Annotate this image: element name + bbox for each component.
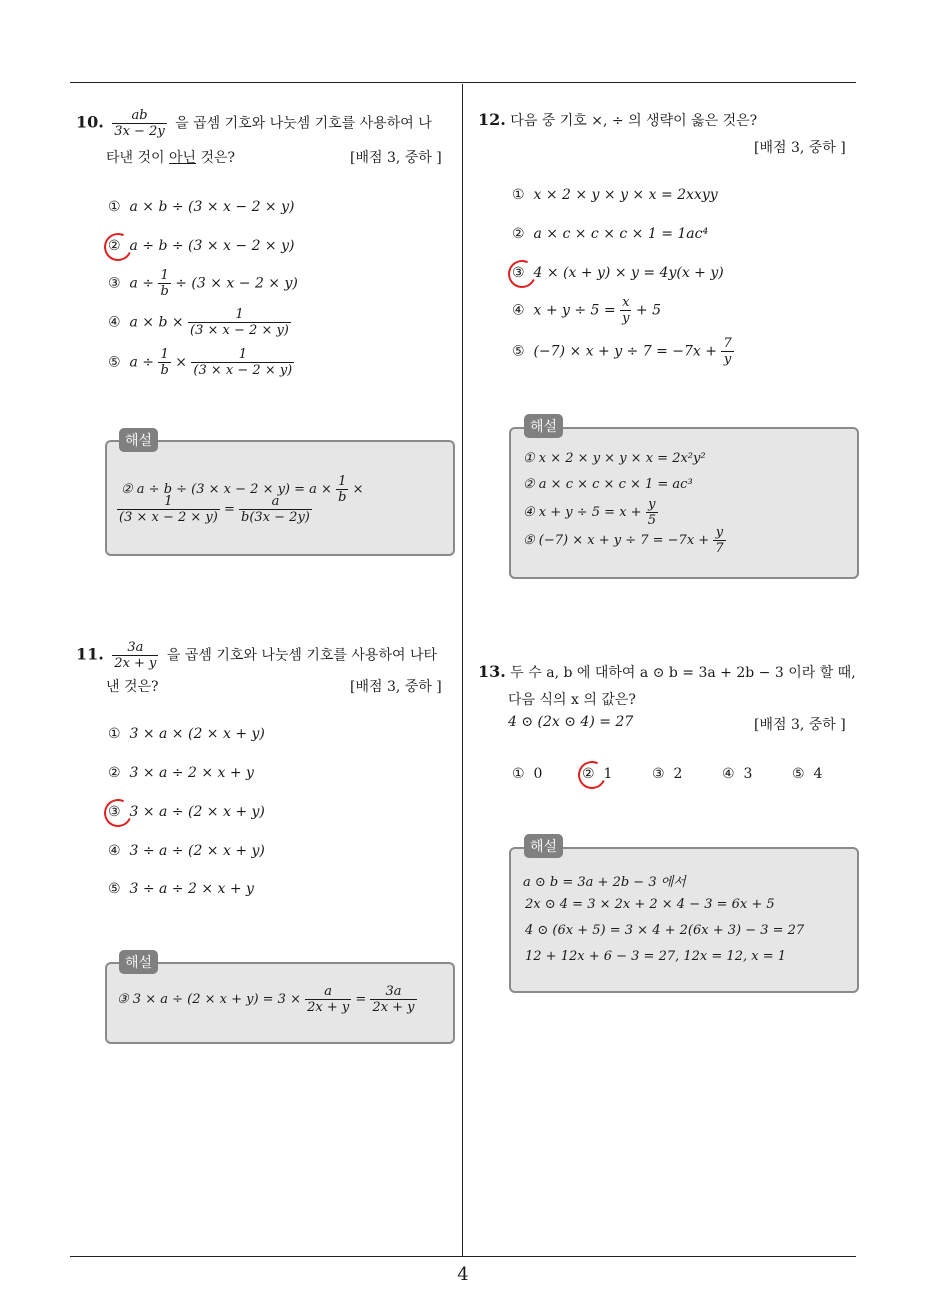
q10-option-4[interactable] (108, 307, 291, 338)
q10-opt3-pre: a ÷ (129, 275, 154, 292)
q10-sol-eq: = (223, 502, 235, 517)
q10-stem2b: 것은? (196, 150, 236, 166)
q13-opt3-text: 2 (673, 766, 683, 782)
q12-opt5-marker: ⑤ (512, 343, 525, 360)
q11-number: 11. (76, 644, 104, 664)
q12-sol-line2: ② a × c × c × c × 1 = ac³ (523, 477, 693, 492)
q12-solution-tag: 해설 (524, 414, 563, 438)
q10-opt3-frac: $\frac{1}{b}$ (160, 268, 169, 299)
q13-header (478, 662, 856, 682)
q11-sol-frac2: $\frac{3a}{2x + y}$ (372, 984, 415, 1015)
q12-answer-circle (504, 256, 540, 292)
q11-opt3-text: 3 × a ÷ (2 × x + y) (129, 804, 265, 820)
q10-option-2[interactable] (108, 238, 294, 254)
q10-solution-box (105, 440, 455, 556)
q11-solution-tag: 해설 (119, 950, 158, 974)
q11-header (76, 640, 437, 671)
page-number: 4 (457, 1264, 469, 1285)
q11-frac-den: 2x + y (114, 656, 157, 671)
q10-stem2-underlined: 아닌 (169, 150, 197, 166)
q11-option-1[interactable] (108, 726, 265, 742)
q13-option-5[interactable] (792, 766, 822, 782)
q11-option-2[interactable] (108, 765, 254, 781)
q10-solution-tag: 해설 (119, 428, 158, 452)
q13-option-1[interactable] (512, 766, 542, 782)
q12-opt2-text: a × c × c × c × 1 = 1ac⁴ (533, 226, 709, 242)
q11-opt5-marker: ⑤ (108, 881, 121, 897)
q12-stem: 다음 중 기호 ×, ÷ 의 생략이 옳은 것은? (510, 113, 758, 129)
column-divider (462, 84, 463, 1256)
q10-number: 10. (76, 112, 104, 132)
q13-opt1-marker: ① (512, 766, 525, 782)
q13-sol-line4: 12 + 12x + 6 − 3 = 27, 12x = 12, x = 1 (525, 949, 786, 964)
q11-opt1-text: 3 × a × (2 × x + y) (129, 726, 265, 742)
q10-stem2a: 타낸 것이 (106, 150, 169, 166)
q11-stem-line2: 낸 것은? (106, 679, 159, 695)
q13-number: 13. (478, 662, 506, 681)
q10-option-3[interactable] (108, 268, 298, 299)
q10-opt5-frac1: $\frac{1}{b}$ (160, 347, 169, 378)
q10-opt3-marker: ③ (108, 275, 121, 292)
q11-opt4-text: 3 ÷ a ÷ (2 × x + y) (129, 843, 265, 859)
q10-opt5-marker: ⑤ (108, 354, 121, 371)
q10-sol-frac1: $\frac{1}{b}$ (338, 474, 347, 505)
q10-opt5-times: × (175, 354, 187, 371)
q12-option-1[interactable] (512, 187, 718, 203)
q13-stem-line3: 4 ⊙ (2x ⊙ 4) = 27 (508, 714, 634, 730)
q12-number: 12. (478, 110, 506, 129)
q10-frac-den: 3x − 2y (114, 124, 165, 139)
q13-sol-line1: a ⊙ b = 3a + 2b − 3 에서 (523, 875, 686, 890)
q10-opt4-frac: $\frac{1}{(3 \times x - 2 \times y)}$ (190, 307, 289, 338)
q10-opt5-pre: a ÷ (129, 354, 154, 371)
q11-option-4[interactable] (108, 843, 265, 859)
q11-opt4-marker: ④ (108, 843, 121, 859)
q12-sol-l3-frac: $\frac{y}{5}$ (647, 497, 656, 528)
q13-opt1-text: 0 (533, 766, 543, 782)
q12-opt5-frac: $\frac{7}{y}$ (723, 336, 732, 367)
q13-stem-line2: 다음 식의 x 의 값은? (508, 692, 636, 708)
q11-opt2-marker: ② (108, 765, 121, 781)
q10-sol-tail: × (352, 482, 364, 497)
top-rule (70, 82, 856, 83)
q12-opt4-frac: $\frac{x}{y}$ (622, 295, 630, 326)
q10-header (76, 108, 432, 139)
q12-sol-line4 (523, 525, 726, 556)
q11-sol-frac1: $\frac{a}{2x + y}$ (307, 984, 350, 1015)
q13-sol-line3: 4 ⊙ (6x + 5) = 3 × 4 + 2(6x + 3) − 3 = 27 (525, 923, 805, 938)
q11-sol-pre: ③ 3 × a ÷ (2 × x + y) = 3 × (117, 992, 301, 1007)
q10-opt2-text: a ÷ b ÷ (3 × x − 2 × y) (129, 238, 295, 254)
q10-sol-frac2: $\frac{1}{(3 \times x - 2 \times y)}$ (119, 494, 218, 525)
q10-option-5[interactable] (108, 347, 294, 378)
q13-option-4[interactable] (722, 766, 752, 782)
q12-sol-l4-frac: $\frac{y}{7}$ (715, 525, 724, 556)
q10-stem-line1: 을 곱셈 기호와 나눗셈 기호를 사용하여 나 (175, 115, 432, 132)
q10-opt4-marker: ④ (108, 314, 121, 331)
q12-option-3[interactable] (512, 265, 724, 281)
bottom-rule (70, 1256, 856, 1257)
q12-opt4-post: + 5 (635, 302, 661, 319)
q10-sol-text1: ② a ÷ b ÷ (3 × x − 2 × y) = a × (121, 482, 332, 497)
q12-opt3-marker: ③ (512, 265, 525, 281)
q10-opt2-marker: ② (108, 238, 121, 254)
q10-opt5-frac2: $\frac{1}{(3 \times x - 2 \times y)}$ (193, 347, 293, 378)
q13-opt4-marker: ④ (722, 766, 735, 782)
q10-opt1-marker: ① (108, 199, 121, 215)
q12-opt3-text: 4 × (x + y) × y = 4y(x + y) (533, 265, 724, 281)
q11-opt3-marker: ③ (108, 804, 121, 820)
q10-option-1[interactable] (108, 199, 294, 215)
q10-frac-num: ab (112, 108, 166, 124)
q12-opt4-pre: x + y ÷ 5 = (533, 302, 616, 319)
q12-sol-line3 (523, 497, 658, 528)
q11-stem-line1: 을 곱셈 기호와 나눗셈 기호를 사용하여 나타 (166, 647, 437, 664)
q11-opt2-text: 3 × a ÷ 2 × x + y (129, 765, 254, 781)
q10-stem-line2 (106, 147, 235, 167)
q12-opt1-text: x × 2 × y × y × x = 2xxyy (533, 187, 718, 203)
q13-opt3-marker: ③ (652, 766, 665, 782)
q11-opt5-text: 3 ÷ a ÷ 2 × x + y (129, 881, 254, 897)
q12-opt1-marker: ① (512, 187, 525, 203)
q10-opt3-post: ÷ (3 × x − 2 × y) (175, 275, 298, 292)
q13-opt4-text: 3 (743, 766, 753, 782)
q13-option-3[interactable] (652, 766, 682, 782)
q12-option-4[interactable] (512, 295, 661, 326)
q12-opt4-marker: ④ (512, 302, 525, 319)
q12-solution-box (509, 427, 859, 579)
q12-opt5-pre: (−7) × x + y ÷ 7 = −7x + (533, 343, 717, 360)
q13-points: [배점 3, 중하 ] (754, 717, 846, 733)
q11-answer-circle (100, 795, 136, 831)
q10-opt1-text: a × b ÷ (3 × x − 2 × y) (129, 199, 295, 215)
q11-sol-line (117, 984, 417, 1015)
q12-sol-l4-pre: ⑤ (−7) × x + y ÷ 7 = −7x + (523, 533, 710, 548)
q12-option-5[interactable] (512, 336, 734, 367)
q11-fraction (112, 640, 158, 671)
q10-sol-line2 (117, 494, 312, 525)
q12-opt2-marker: ② (512, 226, 525, 242)
q10-sol-frac3: $\frac{a}{b(3x - 2y)}$ (241, 494, 310, 525)
q13-solution-box (509, 847, 859, 993)
q12-option-2[interactable] (512, 226, 708, 242)
q12-sol-l3-pre: ④ x + y ÷ 5 = x + (523, 505, 642, 520)
q10-fraction (112, 108, 166, 139)
q11-points: [배점 3, 중하 ] (350, 679, 442, 695)
q13-stem-line1: 두 수 a, b 에 대하여 a ⊙ b = 3a + 2b − 3 이라 할 때, (510, 665, 856, 681)
q11-solution-box (105, 962, 455, 1044)
q12-points: [배점 3, 중하 ] (754, 140, 846, 156)
q13-opt5-text: 4 (813, 766, 823, 782)
q13-solution-tag: 해설 (524, 834, 563, 858)
q10-answer-circle (100, 229, 136, 265)
q13-answer-circle (574, 757, 613, 793)
q13-opt5-marker: ⑤ (792, 766, 805, 782)
q12-sol-line1: ① x × 2 × y × y × x = 2x²y² (523, 451, 706, 466)
q13-opt2-text: 1 (603, 766, 613, 782)
q13-opt2-marker: ② (582, 766, 595, 782)
q11-opt1-marker: ① (108, 726, 121, 742)
q11-frac-num: 3a (112, 640, 158, 656)
q13-sol-line2: 2x ⊙ 4 = 3 × 2x + 2 × 4 − 3 = 6x + 5 (525, 897, 775, 912)
q10-opt4-pre: a × b × (129, 314, 184, 331)
q12-header (478, 110, 757, 130)
q11-sol-eq: = (355, 992, 367, 1007)
q10-points: [배점 3, 중하 ] (350, 150, 442, 166)
q11-option-5[interactable] (108, 881, 254, 897)
